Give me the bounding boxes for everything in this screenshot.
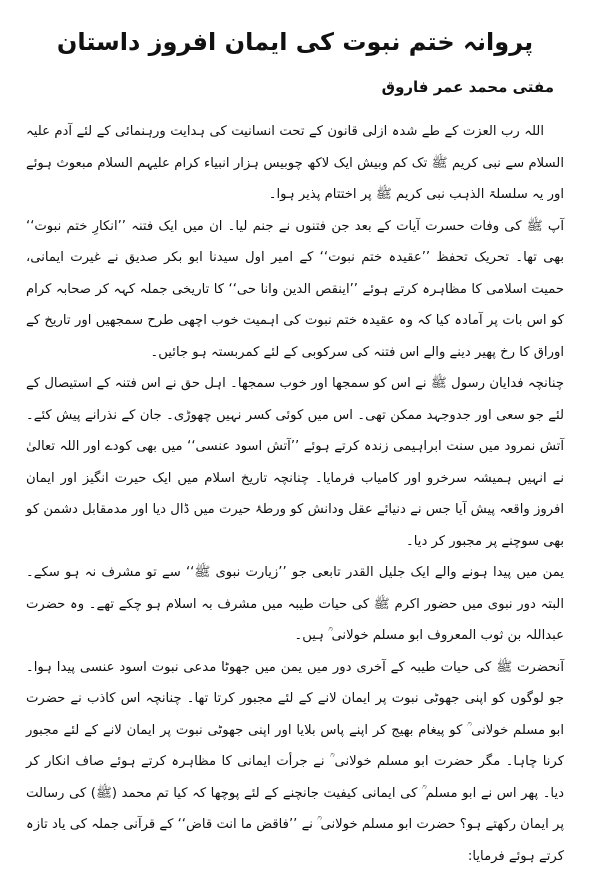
article-paragraph: آپ ﷺ کی وفات حسرت آیات کے بعد جن فتنوں نے جنم لیا۔ ان میں ایک فتنہ ’’انکارِ ختم نبوت‘‘ بھی تھا۔ تحریک تحفظ ’’عقیدہ ختم نبوت‘‘ کے امیر اول سیدنا ابو بکر صدیق نے غیرت ایمانی، حمیت اسلامی کا مظاہرہ کرتے ہوئے ’’اینقص الدین وانا حی‘‘ کا تاریخی جملہ کہہ کر صحابہ کرام کو اس بات پر آمادہ کیا کہ وہ عقیدہ ختم نبوت کی اہمیت خوب اچھی طرح سمجھیں اور تاریخ کے اوراق کا رخ پھیر دینے والے اس فتنہ کی سرکوبی کے لئے کمربستہ ہو جائیں۔ <box>26 218 564 360</box>
article-author: مفتی محمد عمر فاروق <box>381 78 554 96</box>
article-body <box>26 116 564 872</box>
article-paragraph: آنحضرت ﷺ کی حیات طیبہ کے آخری دور میں یمن میں جھوٹا مدعی نبوت اسود عنسی پیدا ہوا۔ جو لوگوں کو اپنی جھوٹی نبوت پر ایمان لانے کے لئے مجبور کرتا تھا۔ چنانچہ اس کاذب نے حضرت ابو مسلم خولانی ؒ کو پیغام بھیج کر اپنے پاس بلایا اور اپنی جھوٹی نبوت پر ایمان لانے کے لئے مجبور کرنا چاہا۔ مگر حضرت ابو مسلم خولانی ؒ نے جرأت ایمانی کا مظاہرہ کرتے ہوئے صاف انکار کر دیا۔ پھر اس نے ابو مسلم ؒ کی ایمانی کیفیت جانچنے کے لئے پوچھا کہ کیا تم محمد (ﷺ) کی رسالت پر ایمان رکھتے ہو؟ حضرت ابو مسلم خولانی ؒ نے ’’فاقض ما انت قاض‘‘ کے قرآنی جملہ کی یاد تازہ کرتے ہوئے فرمایا: <box>26 659 564 864</box>
article-paragraph: اللہ رب العزت کے طے شدہ ازلی قانون کے تحت انسانیت کی ہدایت ورہنمائی کے لئے آدم علیہ السلام سے نبی کریم ﷺ تک کم وبیش ایک لاکھ چوبیس ہزار انبیاء کرام علیہم السلام مبعوث ہوئے اور یہ سلسلۃ الذہب نبی کریم ﷺ پر اختتام پذیر ہوا۔ <box>26 124 564 202</box>
article-paragraph: چنانچہ فدایان رسول ﷺ نے اس کو سمجھا اور خوب سمجھا۔ اہل حق نے اس فتنہ کے استیصال کے لئے جو سعی اور جدوجہد ممکن تھی۔ اس میں کوئی کسر نہیں چھوڑی۔ جان کے نذرانے پیش کئے۔ آتش نمرود میں سنت ابراہیمی زندہ کرتے ہوئے ’’آتش اسود عنسی‘‘ میں بھی کودے اور اللہ تعالیٰ نے انہیں ہمیشہ سرخرو اور کامیاب فرمایا۔ چنانچہ تاریخ اسلام میں ایک حیرت انگیز اور ایمان افروز واقعہ پیش آیا جس نے دنیائے عقل ودانش کو ورطۂ حیرت میں ڈال دیا اور مدمقابل دشمن کو بھی سوچنے پر مجبور کر دیا۔ <box>26 376 564 549</box>
article-title: پروانہ ختم نبوت کی ایمان افروز داستان <box>56 28 534 56</box>
article-paragraph: یمن میں پیدا ہونے والے ایک جلیل القدر تابعی جو ’’زیارت نبوی ﷺ‘‘ سے تو مشرف نہ ہو سکے۔ البتہ دور نبوی میں حضور اکرم ﷺ کی حیات طیبہ میں مشرف بہ اسلام ہو چکے تھے۔ وہ حضرت عبداللہ بن ثوب المعروف ابو مسلم خولانی ؒ ہیں۔ <box>26 565 564 643</box>
